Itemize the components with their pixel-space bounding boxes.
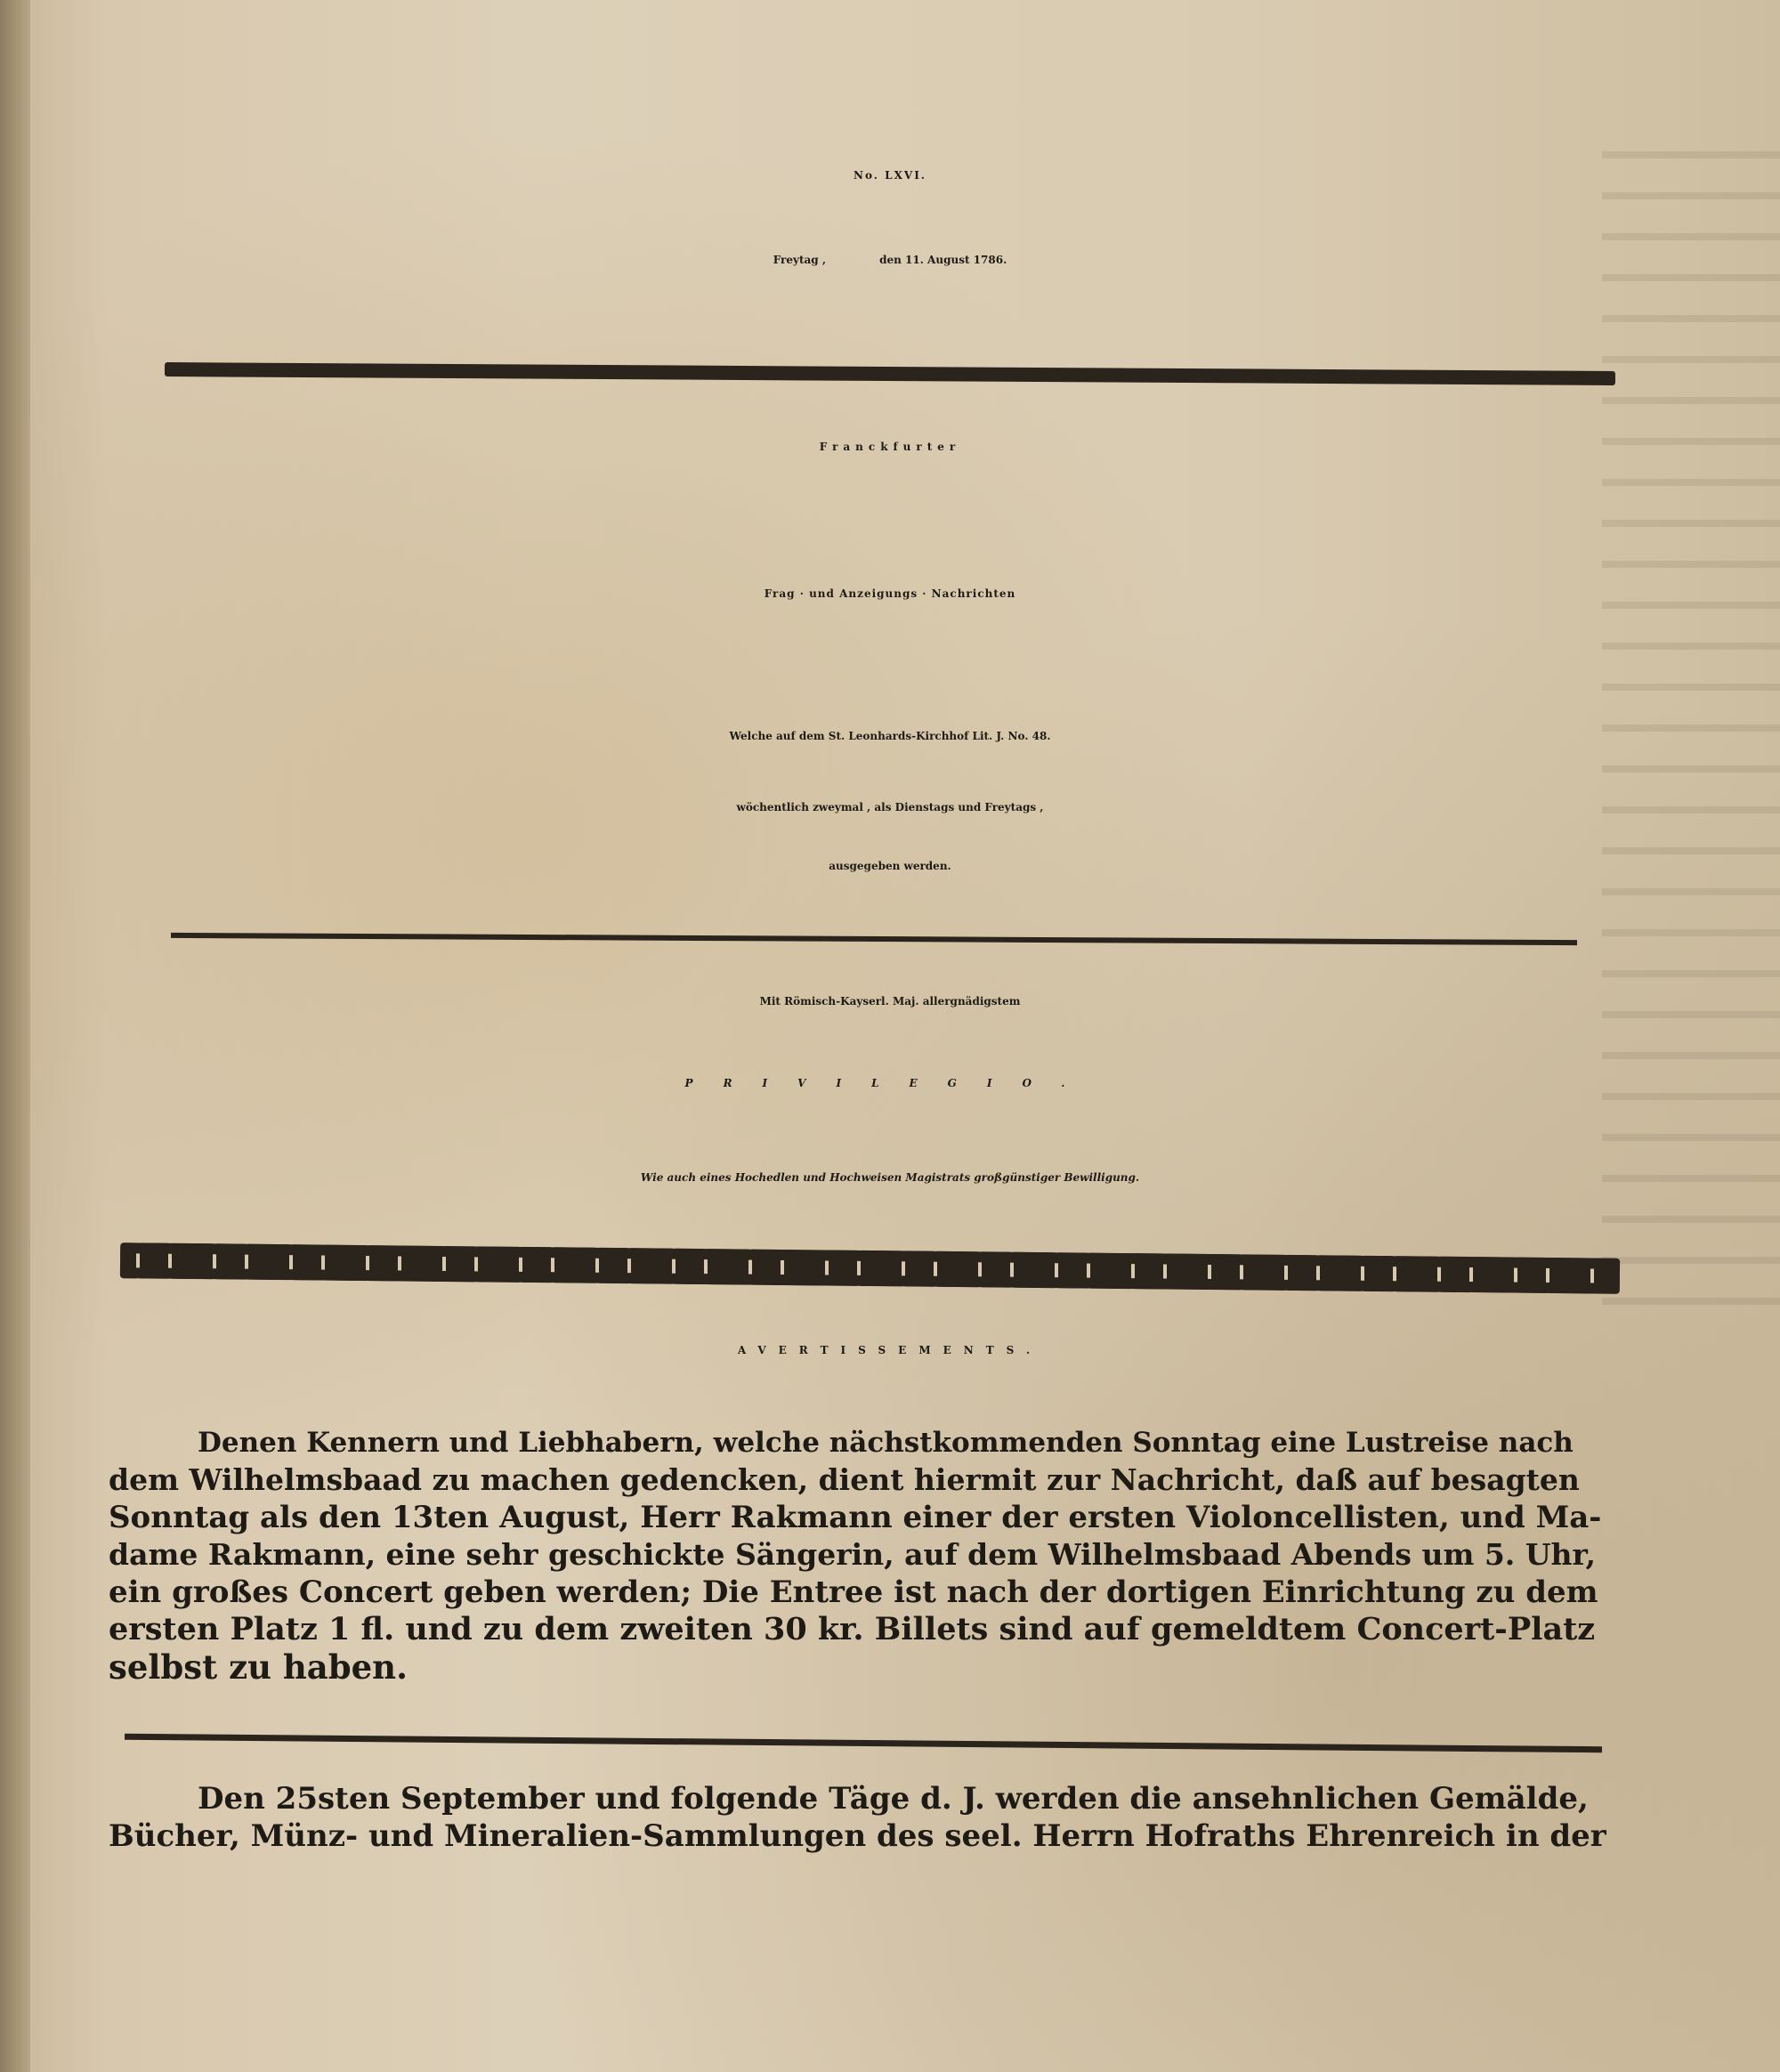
ornamental-border [120,1242,1620,1294]
notice-separator [125,1734,1602,1752]
notice-line: selbst zu haben. [109,1647,408,1687]
issue-number: No. LXVI. [854,169,926,182]
publication-schedule: wöchentlich zweymal , als Dienstags und Freytags , [736,801,1044,813]
notice-line: Sonntag als den 13ten August, Herr Rakmann einer der ersten Violoncellisten, und Ma- [109,1500,1602,1535]
notice-line: Den 25sten September und folgende Täge d. J. werden die ansehnlichen Gemälde, [198,1781,1589,1817]
privilege-line: Mit Römisch-Kayserl. Maj. allergnädigstem [759,995,1021,1008]
magistrate-approval: Wie auch eines Hochedlen und Hochweisen Magistrats großgünstiger Bewilligung. [640,1171,1140,1184]
masthead-subtitle: Frag · und Anzeigungs · Nachrichten [764,587,1016,600]
issue-date: den 11. August 1786. [879,254,1007,266]
notice-line: dem Wilhelmsbaad zu machen gedencken, dient hiermit zur Nachricht, daß auf besagten [109,1462,1580,1497]
notice-concert [109,1424,1613,1686]
notice-line: ersten Platz 1 fl. und zu dem zweiten 30 kr. Billets sind auf gemeldtem Concert-Platz [109,1611,1596,1647]
privilege-title: PRIVILEGIO. [684,1077,1096,1089]
notice-line: ein großes Concert geben werden; Die Entree ist nach der dortigen Einrichtung zu dem [109,1574,1598,1610]
notice-auction [109,1780,1613,1855]
notice-line: Bücher, Münz- und Mineralien-Sammlungen des seel. Herrn Hofraths Ehrenreich in der [109,1818,1606,1854]
masthead-rule [171,933,1577,945]
issue-date-line [0,254,1780,266]
page-binding-gutter [0,0,30,2072]
section-heading: AVERTISSEMENTS. [737,1344,1043,1356]
top-rule [165,362,1615,385]
masthead-title: Franckfurter [819,441,961,453]
notice-line: dame Rakmann, eine sehr geschickte Sängerin, auf dem Wilhelmsbaad Abends um 5. Uhr, [109,1537,1597,1572]
publication-note: ausgegeben werden. [829,860,951,872]
notice-line: Denen Kennern und Liebhabern, welche nächstkommenden Sonntag eine Lustreise nach [198,1427,1574,1459]
publisher-address: Welche auf dem St. Leonhards-Kirchhof Lit. J. No. 48. [729,730,1051,742]
issue-weekday: Freytag , [773,254,827,266]
